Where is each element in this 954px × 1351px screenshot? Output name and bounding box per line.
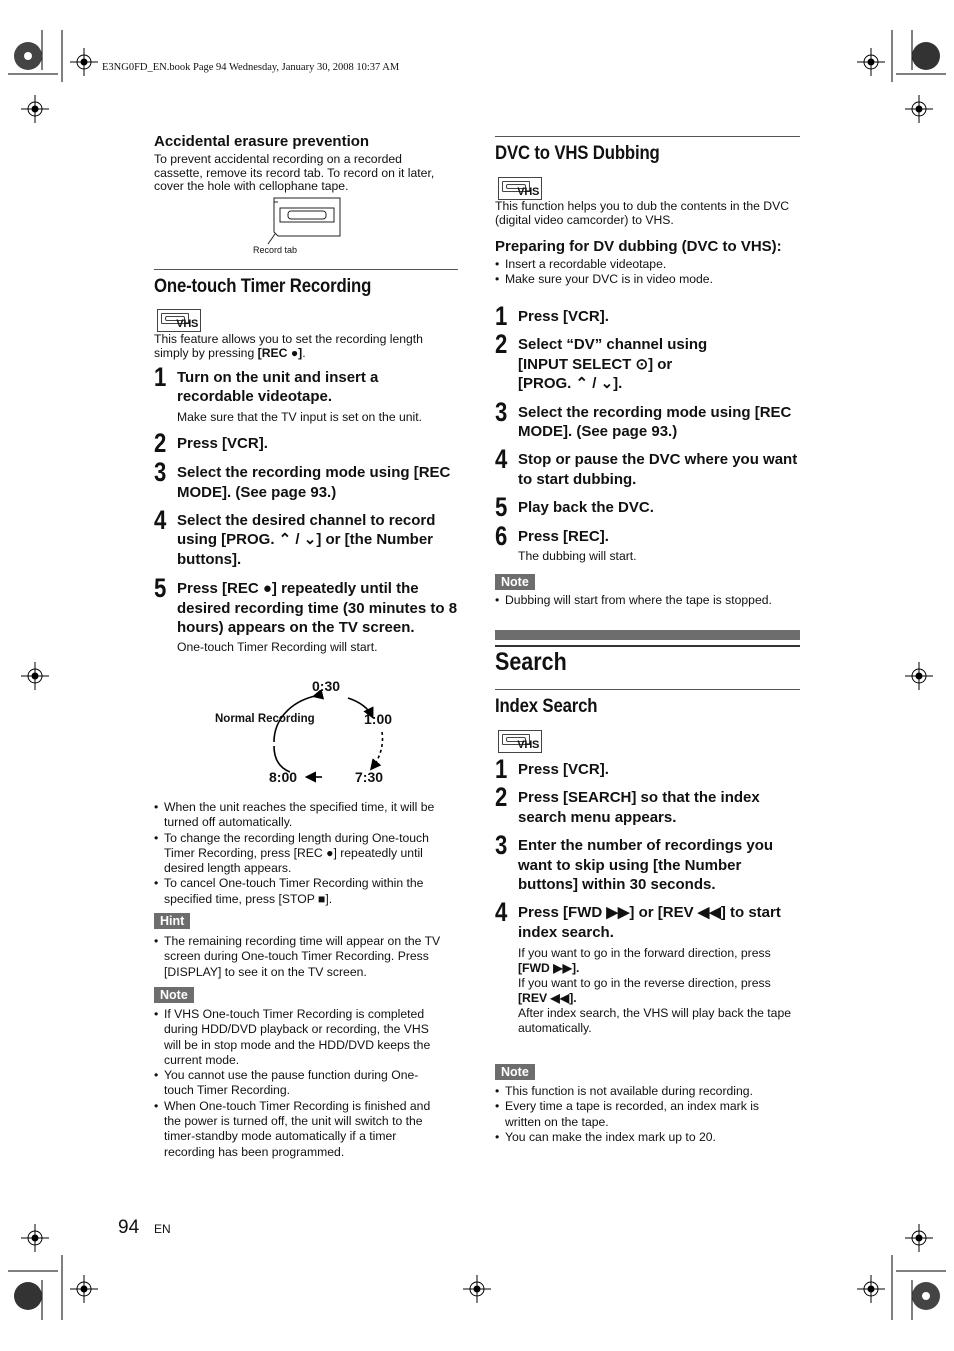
running-head: E3NG0FD_EN.book Page 94 Wednesday, January 30, 2008 10:37 AM xyxy=(102,62,400,73)
list-item: • If VHS One-touch Timer Recording is completed during HDD/DVD playback or recording, the VHS will be in stop mode and the HDD/DVD keeps the current mode. xyxy=(154,1007,448,1068)
step-2: 2 Press [SEARCH] so that the index search menu appears. xyxy=(495,782,760,826)
list-item: • This function is not available during recording. xyxy=(495,1084,785,1099)
search-title: Search xyxy=(495,648,567,676)
dvc-prep-list xyxy=(495,257,795,288)
list-item: • You can make the index mark up to 20. xyxy=(495,1130,785,1145)
list-item: • Make sure your DVC is in video mode. xyxy=(495,272,795,287)
dvc-title: DVC to VHS Dubbing xyxy=(495,142,660,164)
divider xyxy=(495,136,800,137)
page-number: 94 xyxy=(118,1217,140,1238)
otr-notes xyxy=(154,1007,448,1160)
list-item: • The remaining recording time will appear on the TV screen during One-touch Timer Recording. Press [DISPLAY] to see it on the TV screen. xyxy=(154,934,456,980)
cycle-7-30: 7:30 xyxy=(355,769,384,785)
index-search-title: Index Search xyxy=(495,695,598,717)
section-bar xyxy=(495,630,800,640)
step-1: 1 Turn on the unit and insert a recordable videotape. Make sure that the TV input is set on the unit. xyxy=(154,362,423,424)
dvc-notes xyxy=(495,593,800,608)
vhs-icon: VHS xyxy=(498,177,542,200)
list-item: • Dubbing will start from where the tape is stopped. xyxy=(495,593,800,608)
step-4: 4 Press [FWD ▶▶] or [REV ◀◀] to start index search. If you want to go in the forward direction, press [FWD ▶▶]. If you want to go in the reverse direction, press [REV ◀◀]. After index search, the VHS will play back the tape automatically. xyxy=(495,897,792,1036)
note-tag: Note xyxy=(495,1064,535,1080)
list-item: • When the unit reaches the specified time, it will be turned off automatically. xyxy=(154,800,452,831)
dvc-intro: This function helps you to dub the contents in the DVC (digital video camcorder) to VHS. xyxy=(495,199,790,227)
step-3: 3 Select the recording mode using [REC MODE]. (See page 93.) xyxy=(495,396,792,441)
language-code: EN xyxy=(154,1222,171,1236)
note-tag: Note xyxy=(154,987,194,1003)
step-1: 1 Press [VCR]. xyxy=(495,754,609,784)
vhs-icon: VHS xyxy=(157,309,201,332)
dvc-prep-title: Preparing for DV dubbing (DVC to VHS): xyxy=(495,238,782,255)
step-2: 2 Select “DV” channel using [INPUT SELECT ⊙] or [PROG. ⌃ / ⌄]. xyxy=(495,329,708,393)
otr-steps xyxy=(154,362,458,655)
cycle-8-00: 8:00 xyxy=(269,769,298,785)
list-item: • To cancel One-touch Timer Recording within the specified time, press [STOP ■]. xyxy=(154,876,452,907)
hint-list xyxy=(154,934,456,980)
accidental-body: To prevent accidental recording on a recorded cassette, remove its record tab. To record on it later, cover the hole with cellophane tape. xyxy=(154,152,435,194)
step-3: 3 Select the recording mode using [REC MODE]. (See page 93.) xyxy=(154,457,451,501)
divider xyxy=(495,645,800,647)
step-5: 5 Play back the DVC. xyxy=(495,492,654,523)
hint-tag: Hint xyxy=(154,913,190,929)
divider xyxy=(154,269,458,270)
divider xyxy=(495,689,800,690)
dvc-steps xyxy=(495,301,800,564)
list-item: • Insert a recordable videotape. xyxy=(495,257,795,272)
search-notes xyxy=(495,1084,785,1145)
cycle-1-00: 1:00 xyxy=(364,711,393,727)
search-steps xyxy=(495,754,800,1036)
list-item: • To change the recording length during One-touch Timer Recording, press [REC ●] repeatedly until desired length appears. xyxy=(154,831,452,877)
cycle-normal-recording: Normal Recording xyxy=(215,713,315,725)
note-tag: Note xyxy=(495,574,535,590)
step-3: 3 Enter the number of recordings you want to skip using [the Number buttons] within 30 seconds. xyxy=(495,830,774,894)
vhs-icon: VHS xyxy=(498,730,542,753)
step-2: 2 Press [VCR]. xyxy=(154,427,268,458)
list-item: • When One-touch Timer Recording is finished and the power is turned off, the unit will switch to the timer-standby mode automatically if a timer recording has been programmed. xyxy=(154,1099,448,1160)
record-tab-label: Record tab xyxy=(253,245,298,255)
list-item: • Every time a tape is recorded, an index mark is written on the tape. xyxy=(495,1099,785,1130)
accidental-title: Accidental erasure prevention xyxy=(154,133,370,150)
cycle-0-30: 0:30 xyxy=(312,678,341,694)
otr-bullets xyxy=(154,800,452,907)
step-4: 4 Select the desired channel to record using [PROG. ⌃ / ⌄] or [the Number buttons]. xyxy=(154,505,436,568)
step-1: 1 Press [VCR]. xyxy=(495,301,609,331)
step-5: 5 Press [REC ●] repeatedly until the desired recording time (30 minutes to 8 hours) appears on the TV screen. One-touch Timer Recording will start. xyxy=(154,573,458,655)
otr-intro: This feature allows you to set the recording length simply by pressing [REC ●]. xyxy=(154,332,423,360)
otr-title: One-touch Timer Recording xyxy=(154,275,372,297)
list-item: • You cannot use the pause function during One-touch Timer Recording. xyxy=(154,1068,448,1099)
step-6: 6 Press [REC]. The dubbing will start. xyxy=(495,520,637,564)
step-4: 4 Stop or pause the DVC where you want to start dubbing. xyxy=(495,444,798,488)
